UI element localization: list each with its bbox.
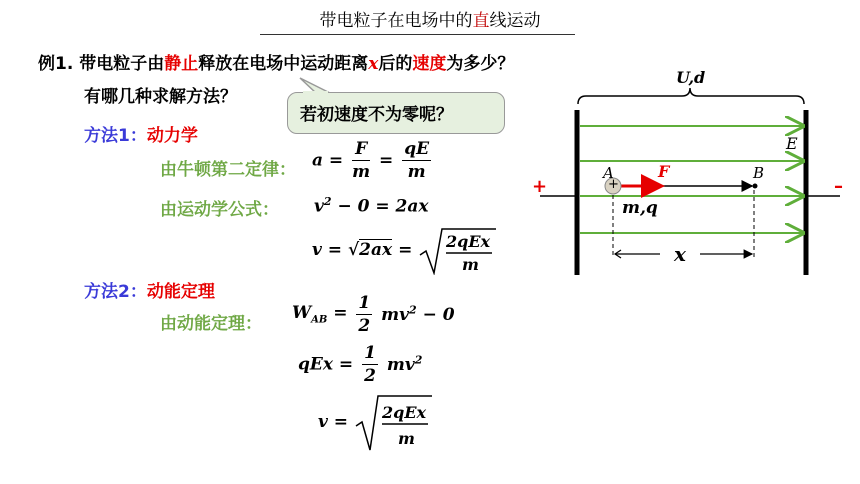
method1-label: 方法1： [84,126,147,146]
question-label: 例1. [38,54,74,74]
method1-step1-label: 由牛顿第二定律： [160,160,296,180]
callout-text: 若初速度不为零呢？ [300,105,453,125]
svg-text:m: m [462,255,480,274]
question-text: 后的 [378,54,413,74]
title-text-1: 带电粒子在电场中的 [319,11,473,31]
kinematic-equation: $v^2 - 0 = 2ax$ [314,195,429,217]
method2-label: 方法2： [84,282,147,302]
question-text: 为多少？ [446,54,515,74]
question-highlight-speed: 速度 [412,54,447,74]
minus-sign: – [834,176,843,197]
question-text: 带电粒子由 [79,54,165,74]
particle-charge: + [608,177,619,192]
question-line-2: 有哪几种求解方法？ [84,87,237,107]
svg-text:2qEx: 2qEx [446,232,491,251]
question-text: 释放在电场中运动距离 [198,54,369,74]
question-highlight-static: 静止 [164,54,199,74]
force-label: F [658,162,670,181]
method1-step2-label: 由运动学公式： [160,200,279,220]
mass-charge-label: m,q [622,198,658,218]
method2-name: 动能定理 [146,282,215,302]
distance-label: x [674,242,686,266]
plate-label: U,d [676,68,706,87]
plus-sign: + [532,176,548,197]
title-highlight: 直 [472,11,490,31]
velocity-result-1: v = √2ax = 2qEx m [312,225,498,275]
method2-step1-label: 由动能定理： [160,314,262,334]
svg-text:m: m [397,429,415,448]
qex-equation: qEx = $\frac{1}{2}$ $mv^2$ [298,343,423,386]
velocity-result-2: v = 2qEx m [318,392,434,452]
point-b-label: B [753,164,765,182]
title-text-2: 线运动 [489,11,541,31]
point-a-label: A [603,164,614,182]
brace [578,88,804,104]
question-highlight-x: x [368,54,379,74]
newton-equation: a = $\frac{F}{m}$ = $\frac{qE}{m}$ [312,139,430,182]
method1-name: 动力学 [146,126,198,146]
work-energy-equation: $W_{AB}$ = $\frac{1}{2}$ $mv^2 - 0$ [292,293,455,336]
field-label: E [786,134,798,153]
svg-text:2qEx: 2qEx [381,403,427,422]
point-b [753,184,758,189]
